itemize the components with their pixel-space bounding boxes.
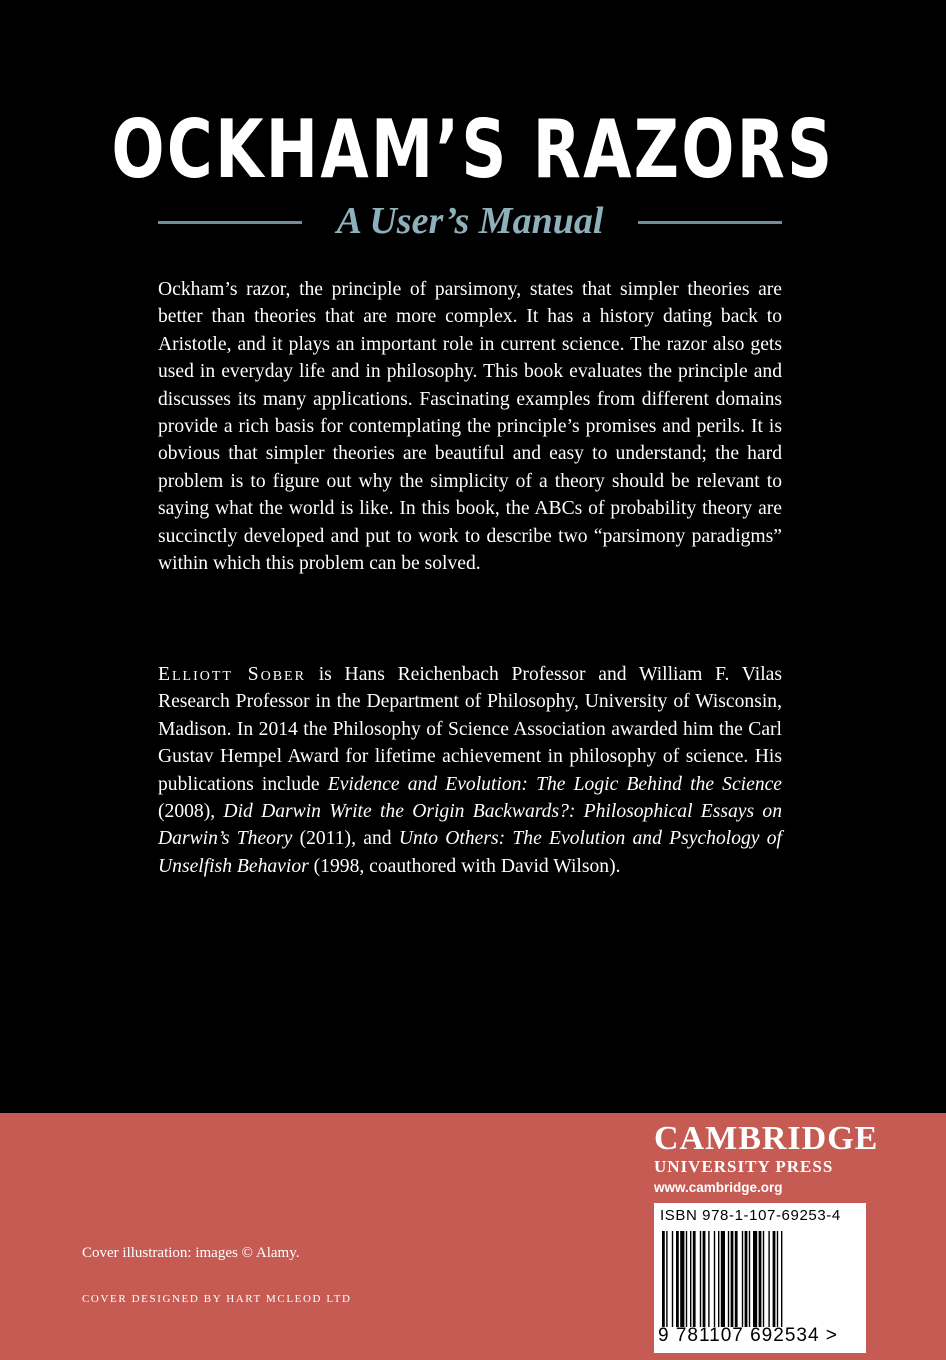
barcode-bar (759, 1231, 762, 1327)
subtitle-rule-right (638, 221, 782, 224)
barcode-bar (708, 1231, 709, 1327)
barcode-bar (686, 1231, 687, 1327)
barcode-bar (703, 1231, 706, 1327)
barcode-bar (753, 1231, 757, 1327)
bio-text-4: (1998, coauthored with David Wilson). (308, 855, 621, 877)
publisher-sub: UNIVERSITY PRESS (654, 1157, 834, 1176)
book-title-1: Evidence and Evolution: The Logic Behind the Science (327, 773, 783, 795)
cover-designer: COVER DESIGNED BY HART MCLEOD LTD (82, 1293, 352, 1305)
barcode-bar (763, 1231, 764, 1327)
barcode-bar (735, 1231, 738, 1327)
barcode-bar (777, 1231, 778, 1327)
publisher-url: www.cambridge.org (654, 1180, 783, 1195)
barcode-bar (749, 1231, 750, 1327)
barcode-bar (700, 1231, 701, 1327)
publisher-name: CAMBRIDGE (654, 1120, 879, 1157)
bio-text-2: (2008), (158, 801, 224, 823)
bio-text-1: is Hans Reichenbach Professor and William F. Vilas Research Professor in the Department of Philosophy, University of Wisconsin, Madison. In 2014 the Philosophy of Science Association awarded him the Carl Gustav Hempel Award for lifetime achievement in philosophy of science. His publications include (158, 664, 782, 795)
barcode-bar (672, 1231, 673, 1327)
barcode-bar (714, 1231, 715, 1327)
isbn-label: ISBN 978-1-107-69253-4 (660, 1207, 841, 1224)
author-bio (158, 661, 782, 880)
barcode-bar (773, 1231, 776, 1327)
book-subtitle: A User’s Manual (336, 200, 604, 242)
barcode-bar (731, 1231, 734, 1327)
barcode-digits: 9 781107 692534 > (658, 1325, 838, 1346)
barcode-bar (781, 1231, 782, 1327)
barcode-bar (693, 1231, 696, 1327)
bio-text-3: (2011), and (292, 828, 399, 850)
barcode-bar (718, 1231, 719, 1327)
barcode-bar (745, 1231, 748, 1327)
book-blurb: Ockham’s razor, the principle of parsimony, states that simpler theories are better than theories that are more complex. It has a history dating back to Aristotle, and it plays an important role in current science. The razor also gets used in everyday life and in philosophy. This book evaluates the principle and discusses its many applications. Fascinating examples from different domains provide a rich basis for contemplating the principle’s promises and perils. It is obvious that simpler theories are beautiful and easy to understand; the hard problem is to figure out why the simplicity of a theory should be relevant to saying what the world is like. In this book, the ABCs of probability theory are succinctly developed and put to work to describe two “parsimony paradigms” within which this problem can be solved. (158, 279, 782, 575)
book-title-3: Unto Others: The Evolution and Psychology of Unselfish Behavior (158, 828, 782, 877)
subtitle-row (158, 196, 782, 246)
cover-credit: Cover illustration: images © Alamy. (82, 1245, 300, 1261)
author-name: Elliott Sober (158, 664, 306, 685)
book-title: OCKHAM’S RAZORS (111, 103, 835, 196)
barcode-bar (728, 1231, 729, 1327)
barcode-bar (742, 1231, 743, 1327)
barcode-bar (721, 1231, 725, 1327)
barcode-icon (660, 1231, 848, 1327)
barcode-bar (680, 1231, 684, 1327)
footer-band (0, 1113, 946, 1360)
barcode-bar (676, 1231, 679, 1327)
barcode-bar (666, 1231, 667, 1327)
barcode-bar (690, 1231, 691, 1327)
barcode-bar (768, 1231, 769, 1327)
book-title-2: Did Darwin Write the Origin Backwards?: Philosophical Essays on Darwin’s Theory (158, 801, 782, 850)
publisher-logo (654, 1120, 879, 1199)
barcode-box (654, 1203, 866, 1353)
barcode-bar (662, 1231, 665, 1327)
